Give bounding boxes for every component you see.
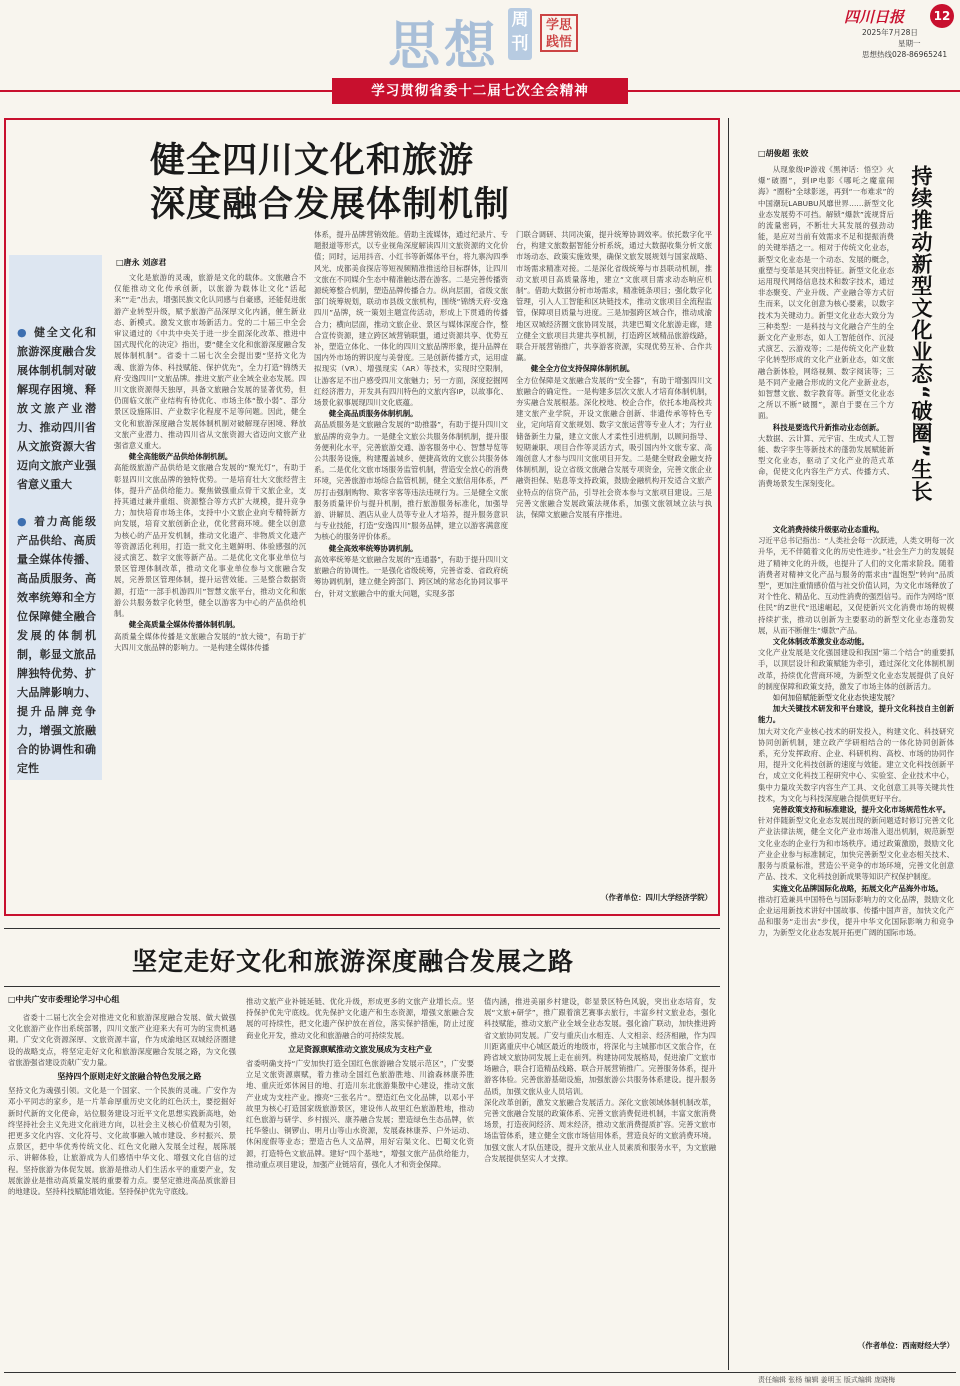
article1-author-note: （作者单位：四川大学经济学院） <box>601 893 712 902</box>
page-number-badge: 12 <box>930 4 954 28</box>
article1-col2-subhead-2: 健全高效率统筹协调机制。 <box>328 543 418 553</box>
article3-subhead-4-body: 加大对文化产业核心技术的研发投入，构建文化、科技研究协同创新机制，建立政产学研相结合的一体化协同创新体系，充分发挥政府、企业、科研机构、高校、市场的协同作用，提升文化科技创新的速度与效能。建立文化科技创新平台，成立文化科技工程研究中心、实验室、企业技术中心，集中力量攻关数字内容生产工具、文化创意工具等关键共性技术，为文化与科技深度融合提供更好平台。 <box>758 726 954 803</box>
article3-column-a <box>758 164 894 522</box>
article3-subhead-5-body: 针对伴随新型文化业态发展出现的新问题适时修订完善文化产业法律法规，健全文化产业市场准入退出机制，规范新型文化业态的企业行为和市场秩序。通过政策激励，鼓励文化产业企业参与标准制定，加快完善新型文化业态相关技术、服务与质量标准，营造公平竞争的市场环境，完善文化创意产品、技术、文化科技创新成果等知识产权保护制度。 <box>758 816 954 882</box>
article1-pullquote <box>9 255 102 780</box>
article2-byline: □中共广安市委理论学习中心组 <box>8 995 120 1004</box>
footer-editors: 责任编辑 张杨 编辑 姜明玉 版式编辑 庞晓梅 <box>758 1376 896 1384</box>
article2-column-1 <box>8 1012 236 1368</box>
article3-subhead-1: 科技是要选代升新推动业态创新。 <box>772 422 884 432</box>
article2-col3-subhead-1-body: 深化改革创新，激发文旅融合发展活力。深化文旅领域体制机制改革，完善文旅融合发展的政策体系、完善文旅消费促进机制，丰富文旅消费场景，打造夜间经济、周末经济，推动文旅消费提质扩容。完善文旅市场监管体系，建立健全文旅市场信用体系，营造良好的文旅消费环境。加强文旅人才队伍建设，提升文旅从业人员素质和服务水平，为文旅融合发展提供坚实人才支撑。 <box>484 1097 716 1163</box>
article1-col3-subhead-1-body: 全方位保障是文旅融合发展的“安全器”，有助于增强四川文旅融合的确定性。一是构建多层次文旅人才培育体制机制，夯实融合发展根基。深化校地、校企合作，依托本地高校共建文旅产业学院，开设文旅融合创新、非遗传承等特色专业，定向培育文旅规划、数字文旅运营等专业人才；为行业储备新生力量，建立文旅人才柔性引进机制，以顾问指导、短期兼职、项目合作等灵活方式，吸引国内外文旅专家、高端创意人才参与四川文旅项目开发。二是健全财政金融支持体制机制，设立省级文旅融合发展专项资金，完善文旅企业融资担保、贴息等支持政策，鼓励金融机构开发适合文旅产业特点的信贷产品，引导社会资本参与文旅项目建设。三是完善文旅融合发展政策法规体系，加强文旅领域立法与执法，保障文旅融合发展有序推进。 <box>516 375 712 520</box>
article3-intro: 从现象级IP游戏《黑神话：悟空》火爆“破圈”，到IP电影《哪吒之魔童闹海》“圈粉”全球影迷，再到“一布难求”的中国潮玩LABUBU风靡世界……新型文化业态发展势不可挡。解锁“爆款”流规背后的流量密码，不断壮大其发展的强劲动能，是应对当前有效需求不足和提振消费的关键举措之一。相对于传统文化业态，新型文化业态是一个动态、发展的概念，重塑与变革是其突出特征。新型文化业态运用现代网络信息技术和数字技术，通过非态聚变、产业升级、产业融合等方式衍生而来，以文化创意为核心要素，以数字技术为关键动力。新型文化业态大致分为三种类型：一是科技与文化融合产生的全新文化产业形态，如人工智能创作、沉浸式演艺、云游戏等；二是传统文化产业数字化转型形成的文化产业新业态，如文旅融合新体验，网络视频、数字阅读等；三是不同产业融合形成的文化产业新业态，如智慧文旅、数字教育等。新型文化业态之所以不断“破圈”，源自于要在三个方面。 <box>758 165 894 421</box>
banner-rule-right <box>628 90 960 92</box>
article3-subhead-4: 加大关键技术研发和平台建设，提升文化科技自主创新能力。 <box>758 704 954 725</box>
article1-col3-body: 门联合调研、共同决策，提升统筹协调效率。依托数字化平台，构建文旅数据智能分析系统，通过大数据收集分析文旅市场动态、政策实施效果，确保文旅发展规划与国家战略、市场需求精准对接。二是深化省级统筹与市县联动机制，推动文旅项目高质量落地，建立“文旅项目需求动态响应机制”。借助大数据分析市场需求，精准链条项目；强化数字化管理，引入人工智能和区块链技术，推动文旅项目全流程监管，保障项目质量与进度。三是加强跨区域合作，推动成渝地区双城经济圈文旅协同发展，共建巴蜀文化旅游走廊，建立健全文旅项目共建共享机制，打造跨区域精品旅游线路，联合开展营销推广，共享游客资源，实现优势互补、合作共赢。 <box>516 230 712 363</box>
article1-title-line2: 深度融合发展体制机制 <box>150 185 511 225</box>
article3-column-b <box>758 524 954 1352</box>
article2-intro: 省委十二届七次全会对推进文化和旅游深度融合发展、做大做强文化旅游产业作出系统部署，四川文旅产业迎来大有可为的宝贵机遇期。广安文化资源深厚、文旅资源丰富，作为成渝地区双城经济圈建设的战略支点，将坚定走好文化和旅游深度融合发展之路，为文化强省旅游强省建设贡献广安力量。 <box>8 1013 236 1067</box>
article2-top-rule <box>4 928 720 929</box>
pullquote-1: ● 健全文化和旅游深度融合发展体制机制对破解现存困境、释放文旅产业潜力、推动四川省从文旅资源大省迈向文旅产业强省意义重大 <box>17 326 96 491</box>
article1-col2-subhead-2-body: 高效率统筹是文旅融合发展的“连通器”，有助于提升四川文旅融合的协调性。一是强化省级统筹，完善省委、省政府统筹协调机制，建立健全跨部门、跨区域的常态化协同议事平台，针对文旅融合中的重大问题，实现多部 <box>314 554 508 598</box>
article3-question: 如何加倍赋能新型文化业态快速发展？ <box>772 693 899 703</box>
pullquote-2: ● 着力高能级产品供给、高质量全媒体传播、高品质服务、高效率统筹和全方位保障健全融合发展的体制机制，彰显文旅品牌独特优势、扩大品牌影响力、提升品牌竞争力，增强文旅融合的协调性和确定性 <box>17 515 96 775</box>
article3-subhead-5: 完善政策支持和标准建设，提升文化市场规范性水平。 <box>772 805 951 815</box>
article2-column-2 <box>246 996 474 1368</box>
article1-byline: □唐永 刘彦君 <box>116 258 167 267</box>
article3-subhead-1-body: 大数据、云计算、元宇宙、生成式人工智能、数字孪生等新技术的蓬勃发展赋能新型文化业态，驱动了文化产业的范式革命，促使文化内容生产方式、传播方式、消费场景发生深刻变化。 <box>758 433 894 488</box>
section-banner: 学习贯彻省委十二届七次全会精神 <box>332 78 628 104</box>
issue-weekday: 星期一 <box>898 39 921 48</box>
article2-col2-subhead-1: 立足资源禀赋推动文旅发展成为支柱产业 <box>288 1044 432 1054</box>
article3-subhead-3: 文化体制改革激发业态动能。 <box>772 637 869 647</box>
hotline: 思想热线028-86965241 <box>862 50 948 59</box>
article3-subhead-6-body: 推动打造兼具中国特色与国际影响力的文化品牌，鼓励文化企业运用新技术讲好中国故事、传播中国声音，加快文化产品和服务“走出去”步伐，提升中华文化国际影响力和竞争力，为新型文化业态发展开拓更广阔的国际市场。 <box>758 894 954 938</box>
article3-subhead-2-body: 习近平总书记指出：“人类社会每一次跃进，人类文明每一次升华，无不伴随着文化的历史性进步。”社会生产力的发展促进了精神文化的升级，也提升了人们的文化需求阶段。随着消费者对精神文化产品与服务的需求由“温饱型”转向“品质型”，更加注重情感价值与社交价值认同，为文化市场释放了对个性化、精品化、互动性消费的强烈信号。而作为网络“原住民”的Z世代“迅速崛起，又促使新兴文化消费市场的规模持续扩张，推动以创新为主要驱动的新型文化业态蓬勃发展，从而不断催生“爆款”产品。 <box>758 536 954 635</box>
article1-col2-subhead-1-body: 高品质服务是文旅融合发展的“助推器”，有助于提升四川文旅品牌的竞争力。一是健全文旅公共服务体制机制，提升服务便利化水平，完善旅游交通、游客服务中心、智慧导览等公共服务设施，构建覆盖城乡、便捷高效的文旅公共服务体系。二是优化文旅市场服务监管机制，营造安全放心的消费环境，完善旅游市场综合监管机制，健全文旅信用体系，严厉打击强制购物、欺客宰客等违法违规行为。三是健全文旅服务质量评价与提升机制，推行旅游服务标准化，加强导游、讲解员、酒店从业人员等专业人才培养，提升服务意识与专业技能，打造“安逸四川”服务品牌，建立以游客满意度为核心的服务评价体系。 <box>314 420 508 542</box>
article2-column-3 <box>484 996 716 1368</box>
article2-title: 坚定走好文化和旅游深度融合发展之路 <box>132 947 575 976</box>
issue-date: 2025年7月28日 <box>862 28 918 37</box>
article1-col3-subhead-1: 健全全方位支持保障体制机制。 <box>530 364 635 374</box>
article3-byline: □胡俊超 张姣 <box>758 149 809 158</box>
article1-col2-body: 体系，提升品牌营销效能。借助主流媒体，通过纪录片、专题报道等形式，以专业视角深度解读四川文旅资源的文化价值；同时，运用抖音、小红书等新媒体平台，将九寨沟四季风光、成都美食探店等短视频精准推送给目标群体，让四川文旅在不同媒介生态中精准触达潜在游客。二是完善传播资源统筹整合机制，塑造品牌传播合力。纵向层面，省级文旅部门统筹规划，联动市县级文旅机构，围绕“锦绣天府·安逸四川”品牌，统一策划主题宣传活动，形成上下贯通的传播合力；横向层面，推动文旅企业、景区与媒体深度合作，整合宣传资源，建立跨区域营销联盟，通过资源共享、优势互补，塑造立体化、一体化的四川文旅品牌形象，提升品牌在国内外市场的辨识度与美誉度。三是创新传播方式，运用虚拟现实（VR）、增强现实（AR）等技术，实现时空限制，让游客足不出户感受四川文旅魅力；另一方面，深度挖掘网红经济潜力，开发具有四川特色的文旅内容IP，以故事化、场景化叙事展现四川文化底蕴。 <box>314 230 508 408</box>
article1-column-2 <box>314 229 508 902</box>
article1-column-1 <box>114 272 306 902</box>
article1-subhead-2: 健全高质量全媒体传播体制机制。 <box>128 620 240 630</box>
article1-subhead-1-body: 高能级旅游产品供给是文旅融合发展的“聚光灯”，有助于彰显四川文旅品牌的独特优势。一是培育壮大文旅经营主体，提升产品供给能力。聚焦做强重点骨干文旅企业，支持其通过兼并重组、资源整合等方式扩大规模，提升竞争力；加快培育市场主体，支持中小文旅企业向专精特新方向发展，培育文旅创新企业，优化营商环境。健全以创意为核心的产品开发机制，推动文化遗产、非物质文化遗产等资源活化利用，打造一批文化主题鲜明、体验感强的沉浸式演艺、数字文旅等新产品。二是优化文化事业单位与景区管理体制改革，推动文化事业单位参与文旅融合发展，完善景区管理体制，提升运营效能。三是整合数据资源，打造“一部手机游四川”智慧文旅平台，推动文化和旅游公共服务数字化转型，健全以游客为中心的产品供给机制。 <box>114 463 306 619</box>
article2-col2-body: 推动文旅产业补链延链、优化升级，形成更多的文旅产业增长点。坚持保护优先守底线。优先保护文化遗产和生态资源，增强文旅融合发展的可持续性，把文化遗产保护放在首位，落实保护措施，防止过度商业化开发，推动文化和旅游融合的可持续发展。 <box>246 997 474 1040</box>
banner-rule-left <box>0 90 332 92</box>
article1-title-line1: 健全四川文化和旅游 <box>150 141 475 181</box>
article1-col2-subhead-1: 健全高品质服务体制机制。 <box>328 409 418 419</box>
footer-rule <box>4 1372 956 1373</box>
section-stamp: 学思践悟 <box>540 14 578 52</box>
article2-col3-body: 值内涵，推进美丽乡村建设，彰显景区特色风貌，突出业态培育，发展“文旅+研学”，推广跟着演艺赛事去旅行，丰富乡村文旅业态，强化科技赋能，推动文旅产业全域全业态发展。强化渝广联动，加快推进跨省文旅协同发展。广安与重庆山水相连、人文相亲、经济相融，作为四川距离重庆中心城区最近的地级市，将深化与主城都市区文旅合作，在跨省域文旅协同发展上走在前列。构建协同发展格局，促进渝广文旅市场融合，联合打造精品线路、联合开展营销推广。完善服务体系，提升游客体验。完善旅游基础设施，加强旅游公共服务体系建设。提升服务品质，加强文旅从业人员培训。 <box>484 997 716 1096</box>
article3-title: 持续推动新型文化业态“破圈”生长 <box>909 165 933 503</box>
article1-subhead-1: 健全高能级产品供给体制机制。 <box>128 452 233 462</box>
article1-subhead-2-body: 高质量全媒体传播是文旅融合发展的“放大镜”，有助于扩大四川文旅品牌的影响力。一是构建全媒体传播 <box>114 631 306 652</box>
article3-author-note: （作者单位：西南财经大学） <box>857 1341 954 1350</box>
article1-intro: 文化是旅游的灵魂，旅游是文化的载体。文旅融合不仅能推动文化传承创新，以旅游为载体让文化“活起来”“走”出去，增强民族文化认同感与自豪感，还能促进旅游产业转型升级，赋予旅游产品深厚文化内涵，催生新业态、新模式。激发文旅市场新活力。党的二十届三中全会审议通过的《中共中央关于进一步全面深化改革、推进中国式现代化的决定》指出，要“健全文化和旅游深度融合发展体制机制”。省委十二届七次全会提出要“坚持文化为魂、旅游为体、科技赋能、保护优先”，全力打造“锦绣天府·安逸四川”文旅品牌。推进文旅产业全域全业态发展。四川文旅资源得天独厚，具备文旅融合发展的显著优势，但仍面临文旅产业结构有待优化、市场主体“散小弱”、部分景区设施陈旧、产业数字化程度不足等问题。因此，健全文化和旅游深度融合发展体制机制对破解现存困境、释放文旅产业潜力、推动四川省从文旅资源大省迈向文旅产业强省意义重大。 <box>114 273 306 451</box>
article2-col2-subhead-1-body: 省委明确支持“广安加快打造全国红色旅游融合发展示范区”，广安要立足文旅资源禀赋，着力推动全国红色旅游胜地、川渝森林康养胜地、重庆近郊休闲目的地、打造川东北旅游集散中心建设，推动文旅产业成为支柱产业。擦亮“三张名片”。塑造红色文化品牌，以邓小平故里为核心打造国家级旅游景区，建设伟人故里红色旅游胜地，推动红色旅游与研学、乡村振兴、康养融合发展；塑造绿色生态品牌，依托华蓥山、铜锣山、明月山等山水资源，发展森林康养、户外运动、休闲度假等业态；塑造古色人文品牌，用好宕渠文化、巴蜀文化资源，打造特色文旅品牌。建好“四个基地”，增强文旅产品供给能力，推动重点项目建设，加强产业链培育，强化人才和资金保障。 <box>246 1059 474 1169</box>
section-title: 思想 <box>388 16 501 77</box>
article1-column-3 <box>516 229 712 889</box>
article3-divider <box>728 118 729 1370</box>
article3-subhead-6: 实施文化品牌国际化战略，拓展文化产品海外市场。 <box>772 883 943 893</box>
article2-subhead-1-body: 坚持文化为魂强引领。文化是一个国家、一个民族的灵魂。广安作为邓小平同志的家乡，是一片革命厚重历史文化的红色沃土，要挖掘好新时代新的文化使命，站位服务建设习近平文化思想实践新高地，始终坚持社会主义先进文化前进方向，以社会主义核心价值观为引领，把更多文化内容、文化符号、文化故事融入城市建设、乡村振兴、景点景区，把中华优秀传统文化、红色文化融入发展全过程，展陈展示、讲解体验，让旅游成为人们感悟中华文化、增强文化自信的过程。坚持旅游为体促发展。旅游是推动人们生活水平的重要产业，发展旅游业是推动高质量发展的重要着力点。要坚定推进高品质旅游目的地建设。坚持科技赋能增效能。坚持保护优先守底线。 <box>8 1086 236 1197</box>
article2-subhead-1: 坚持四个原则走好文旅融合特色发展之路 <box>57 1072 202 1082</box>
article2-title-rule <box>4 986 720 987</box>
section-weekly-tag: 周刊 <box>508 8 532 60</box>
article3-subhead-2: 文化消费持续升级驱动业态重构。 <box>772 525 884 534</box>
article3-subhead-3-body: 文化产业发展是文化强国建设和我国“第二个结合”的重要抓手，以顶层设计和政策赋能为牵引，通过深化文化体制机制改革，持续优化营商环境，为新型文化业态发展提供了良好的制度保障和政策支持，激发了市场主体的创新活力。 <box>758 648 954 691</box>
newspaper-logo: 四川日报 <box>844 8 905 26</box>
